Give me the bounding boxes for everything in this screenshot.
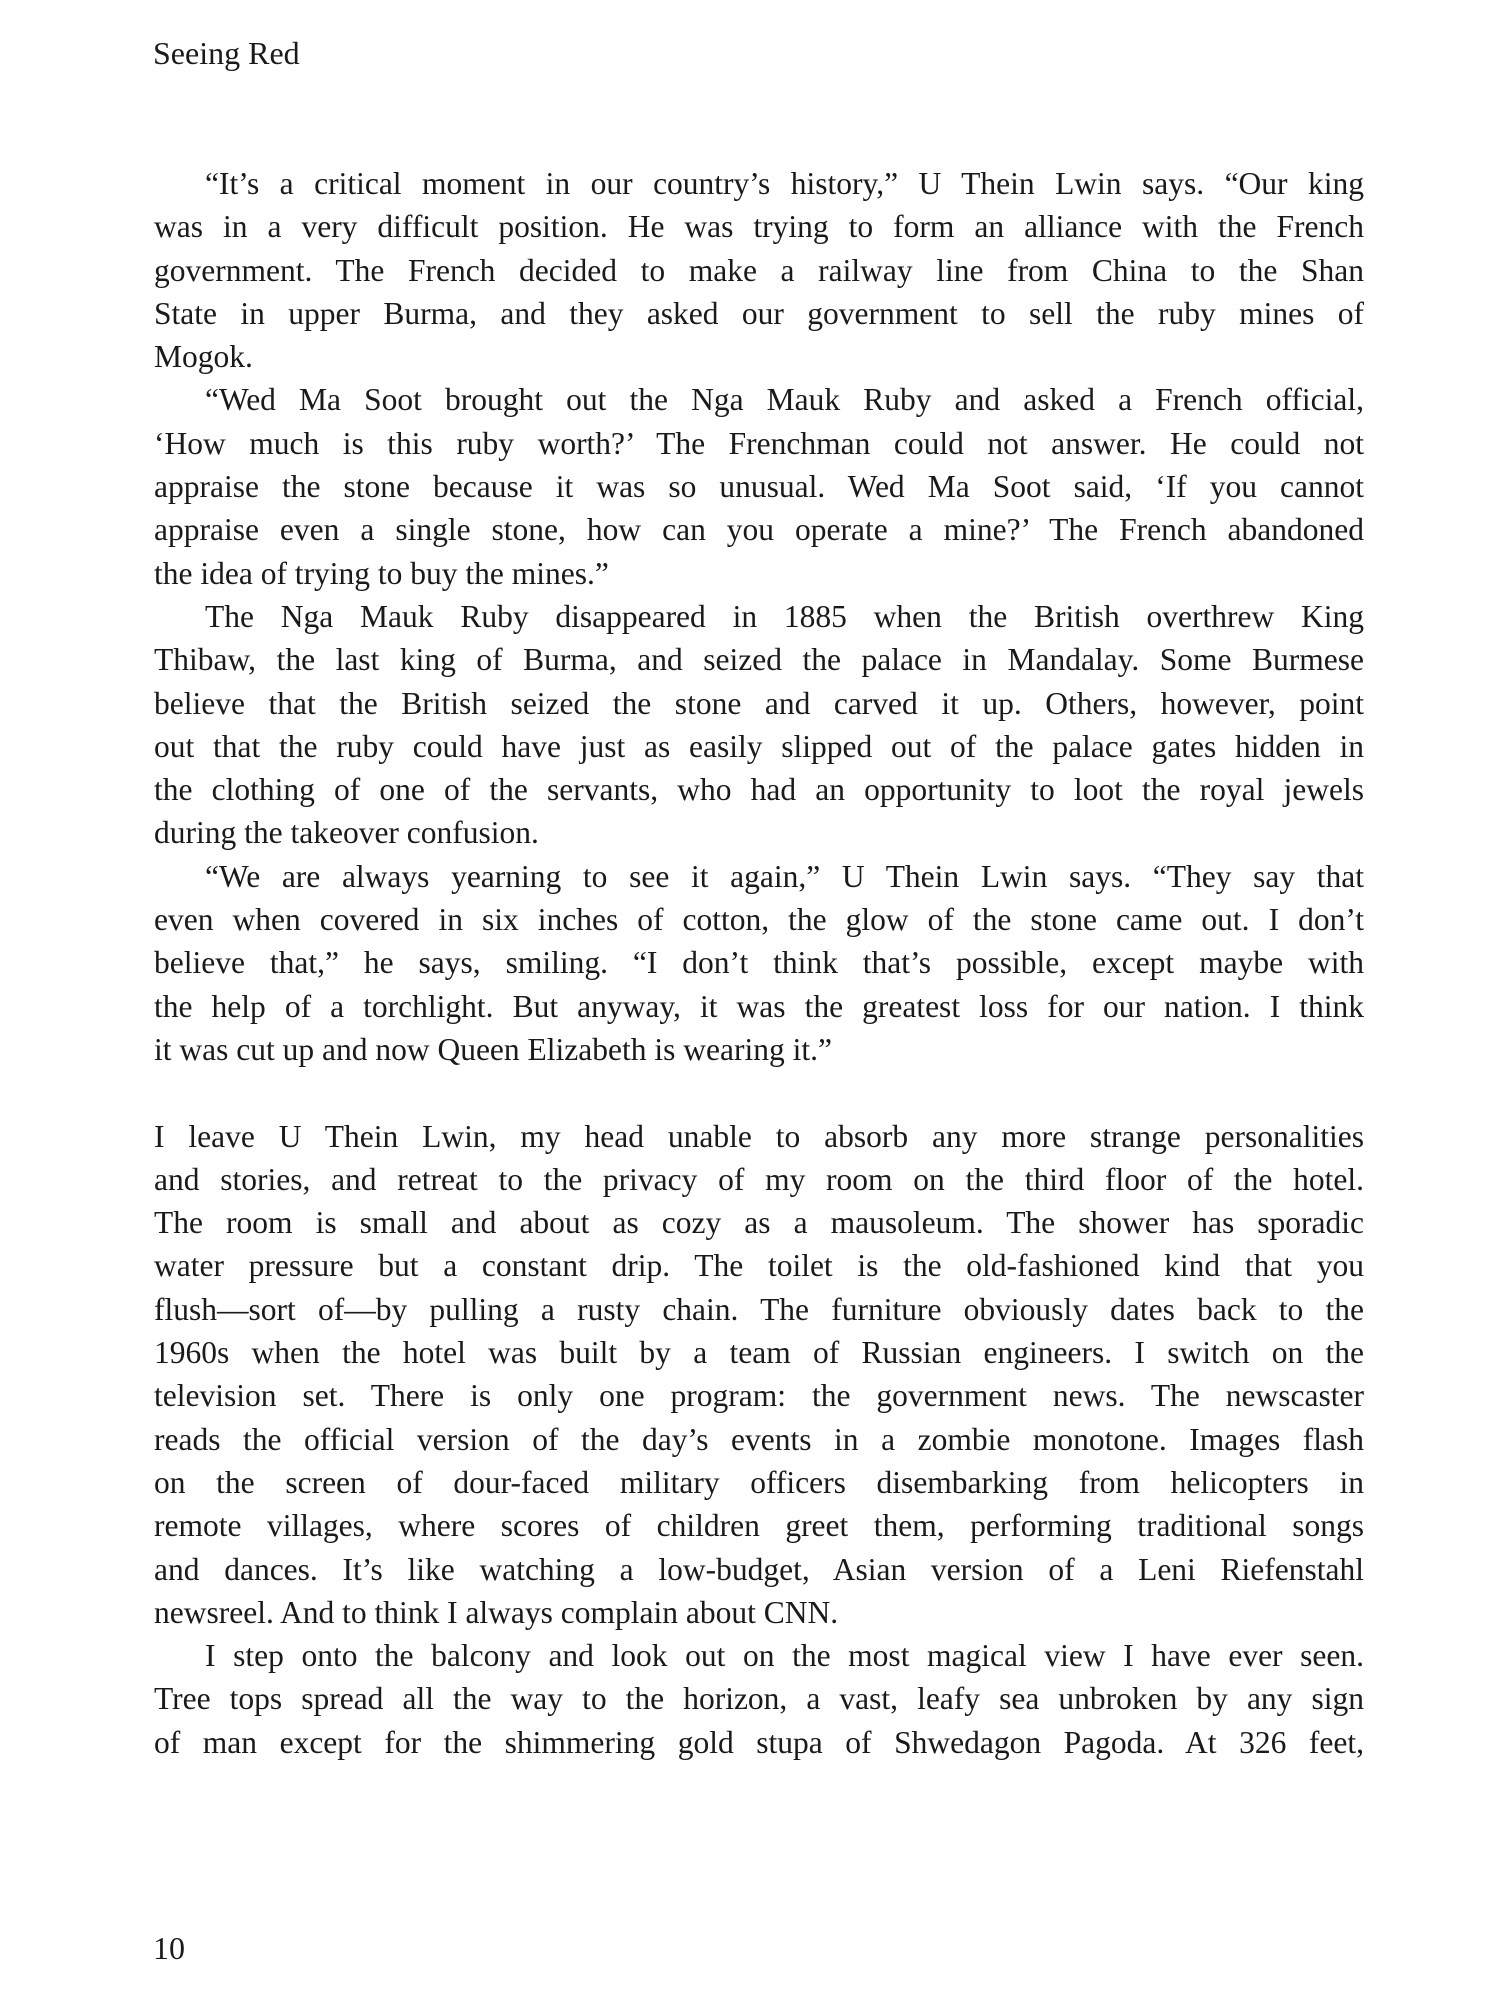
- text-line: remote villages, where scores of children greet them, performing traditional songs: [154, 1508, 1364, 1544]
- text-line: “We are always yearning to see it again,” U Thein Lwin says. “They say that: [205, 858, 1364, 894]
- text-line: ‘How much is this ruby worth?’ The Frenchman could not answer. He could not: [154, 425, 1364, 461]
- text-line: out that the ruby could have just as easily slipped out of the palace gates hidden in: [154, 728, 1364, 764]
- text-line: was in a very difficult position. He was trying to form an alliance with the French: [154, 209, 1364, 245]
- text-line: the help of a torchlight. But anyway, it was the greatest loss for our nation. I think: [154, 988, 1364, 1024]
- text-line: State in upper Burma, and they asked our government to sell the ruby mines of: [154, 295, 1364, 331]
- text-line: Tree tops spread all the way to the horizon, a vast, leafy sea unbroken by any sign: [154, 1681, 1364, 1717]
- text-line: “Wed Ma Soot brought out the Nga Mauk Ruby and asked a French official,: [205, 382, 1364, 418]
- paragraph: [154, 378, 1364, 594]
- paragraph: [154, 1634, 1364, 1764]
- paragraph: [154, 595, 1364, 855]
- text-line: The Nga Mauk Ruby disappeared in 1885 when the British overthrew King: [205, 598, 1364, 634]
- text-line: on the screen of dour-faced military officers disembarking from helicopters in: [154, 1464, 1364, 1500]
- text-line: it was cut up and now Queen Elizabeth is wearing it.”: [154, 1031, 832, 1067]
- paragraph: [154, 162, 1364, 378]
- text-line: even when covered in six inches of cotton, the glow of the stone came out. I don’t: [154, 902, 1364, 938]
- text-line: The room is small and about as cozy as a mausoleum. The shower has sporadic: [154, 1205, 1364, 1241]
- paragraph: [154, 855, 1364, 1071]
- text-line: Thibaw, the last king of Burma, and seized the palace in Mandalay. Some Burmese: [154, 642, 1364, 678]
- text-line: appraise even a single stone, how can you operate a mine?’ The French abandoned: [154, 512, 1364, 548]
- text-line: newsreel. And to think I always complain about CNN.: [154, 1594, 839, 1630]
- text-line: Mogok.: [154, 339, 253, 375]
- text-line: believe that,” he says, smiling. “I don’t think that’s possible, except maybe with: [154, 945, 1364, 981]
- running-head: Seeing Red: [153, 35, 300, 71]
- text-line: and dances. It’s like watching a low-budget, Asian version of a Leni Riefenstahl: [154, 1551, 1364, 1587]
- text-line: of man except for the shimmering gold stupa of Shwedagon Pagoda. At 326 feet,: [154, 1724, 1364, 1760]
- text-line: the clothing of one of the servants, who had an opportunity to loot the royal jewels: [154, 772, 1364, 808]
- text-line: the idea of trying to buy the mines.”: [154, 555, 609, 591]
- text-line: I step onto the balcony and look out on the most magical view I have ever seen.: [205, 1638, 1364, 1674]
- text-line: government. The French decided to make a railway line from China to the Shan: [154, 252, 1364, 288]
- text-line: believe that the British seized the stone and carved it up. Others, however, point: [154, 685, 1364, 721]
- paragraph: [154, 1115, 1364, 1635]
- text-line: television set. There is only one program: the government news. The newscaster: [154, 1378, 1364, 1414]
- text-line: appraise the stone because it was so unusual. Wed Ma Soot said, ‘If you cannot: [154, 469, 1364, 505]
- text-line: 1960s when the hotel was built by a team of Russian engineers. I switch on the: [154, 1335, 1364, 1371]
- text-line: flush—sort of—by pulling a rusty chain. The furniture obviously dates back to the: [154, 1291, 1364, 1327]
- body-text: [154, 162, 1364, 1764]
- text-line: reads the official version of the day’s events in a zombie monotone. Images flash: [154, 1421, 1364, 1457]
- text-line: during the takeover confusion.: [154, 815, 539, 851]
- text-line: “It’s a critical moment in our country’s history,” U Thein Lwin says. “Our king: [205, 166, 1364, 201]
- text-line: and stories, and retreat to the privacy of my room on the third floor of the hotel.: [154, 1161, 1364, 1197]
- text-line: I leave U Thein Lwin, my head unable to absorb any more strange personalities: [154, 1118, 1364, 1154]
- page-number: 10: [153, 1930, 185, 1966]
- text-line: water pressure but a constant drip. The toilet is the old-fashioned kind that you: [154, 1248, 1364, 1284]
